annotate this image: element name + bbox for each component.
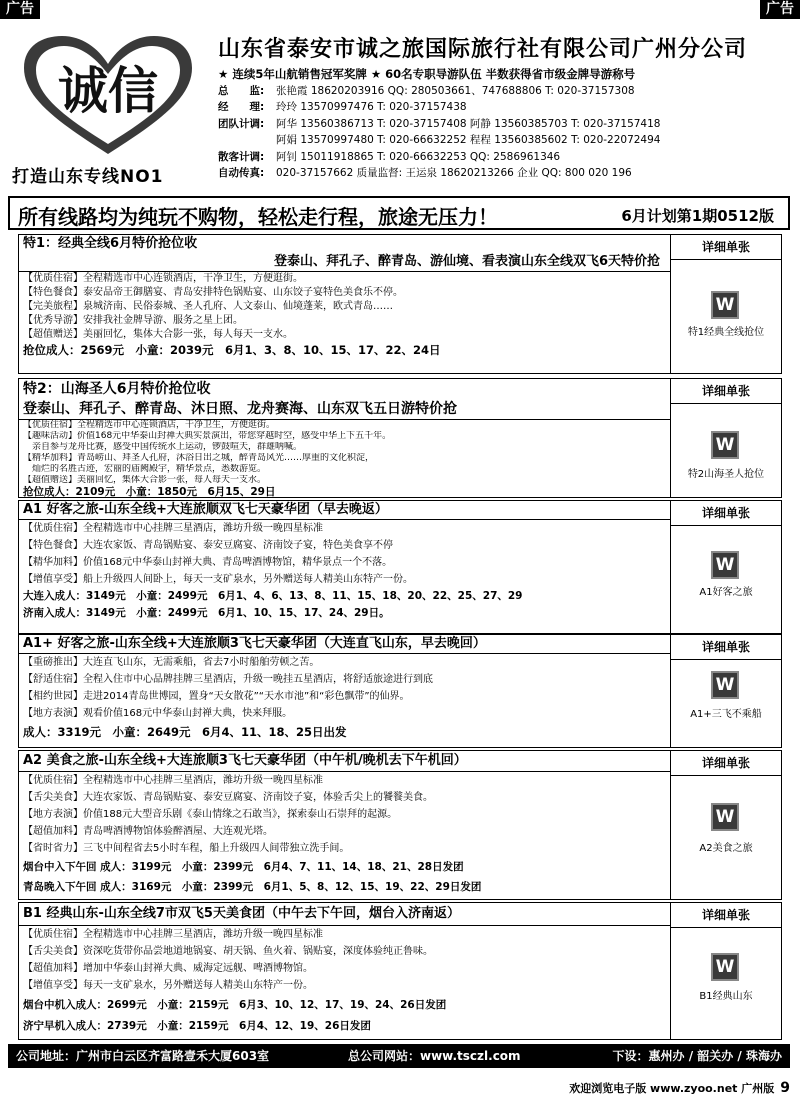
detail-file-link[interactable]: 特1经典全线抢位 bbox=[687, 327, 765, 338]
company-highlight: ★ 连续5年山航销售冠军奖牌 ★ 60名专职导游队伍 半数获得省市级金牌导游称号 bbox=[218, 67, 636, 81]
tour-section bbox=[18, 750, 782, 900]
heart-logo-icon bbox=[18, 32, 198, 160]
price-line: 济南入成人：3149元 小童：2499元 6月1、10、15、17、24、29日。 bbox=[23, 607, 390, 619]
detail-file-link[interactable]: 特2山海圣人抢位 bbox=[687, 469, 765, 480]
section-title: A1+ 好客之旅-山东全线+大连旅顺3飞七天豪华团（大连直飞山东，早去晚回） bbox=[23, 636, 486, 651]
contact-row: 散客计调: 阿钊 15011918865 T: 020-66632253 QQ: 2586961346 bbox=[218, 150, 561, 163]
section-subtitle: 登泰山、拜孔子、醉青岛、沐日照、龙舟赛海、山东双飞五日游特价抢 bbox=[23, 401, 457, 417]
feature-line: 【舌尖美食】大连农家饭、青岛锅贴宴、泰安豆腐宴、济南饺子宴，体验舌尖上的饕餮美食。 bbox=[23, 792, 433, 803]
edition-note: 欢迎浏览电子版 www.zyoo.net 广州版 bbox=[569, 1082, 775, 1095]
price-line: 烟台中机入成人：2699元 小童：2159元 6月3、10、12、17、19、24、26日发团 bbox=[23, 999, 447, 1011]
detail-label: 详细单张 bbox=[671, 903, 781, 928]
feature-line: 【特色餐食】泰安品帝王御膳宴、青岛安排特色锅贴宴、山东饺子宴特色美食乐不停。 bbox=[23, 287, 403, 298]
plan-version: 6月计划第1期0512版 bbox=[621, 207, 774, 225]
contact-row: 经 理: 玲玲 13570997476 T: 020-37157438 bbox=[218, 101, 467, 113]
feature-line: 【超值加料】青岛啤酒博物馆体验醉酒屋、大连观光塔。 bbox=[23, 826, 273, 837]
feature-line: 灿烂的名胜古迹，宏丽的庙阙殿宇，精华景点，悉数游览。 bbox=[23, 464, 267, 474]
company-address: 公司地址：广州市白云区齐富路壹禾大厦603室 bbox=[16, 1049, 270, 1063]
section-subtitle: 登泰山、拜孔子、醉青岛、游仙境、看表演山东全线双飞6天特价抢 bbox=[273, 254, 660, 269]
footer-bar bbox=[8, 1044, 790, 1068]
word-file-icon[interactable]: W bbox=[711, 291, 739, 319]
detail-file-link[interactable]: A2美食之旅 bbox=[699, 843, 753, 854]
feature-line: 【优质住宿】全程精选市中心连锁酒店，干净卫生，方便逛街。 bbox=[23, 273, 303, 284]
feature-line: 亲自参与龙舟比赛，感受中国传统水上运动，锣鼓喧天，群雄呐喊。 bbox=[23, 442, 303, 452]
feature-line: 【超值加料】增加中华泰山封禅大典、威海定远舰、啤酒博物馆。 bbox=[23, 963, 313, 974]
banner-main: 所有线路均为纯玩不购物，轻松走行程，旅途无压力！ bbox=[18, 205, 498, 229]
logo bbox=[8, 32, 203, 187]
detail-label: 详细单张 bbox=[671, 235, 781, 260]
word-file-icon[interactable]: W bbox=[711, 953, 739, 981]
section-title: B1 经典山东-山东全线7市双飞5天美食团（中午去下午回，烟台入济南返） bbox=[23, 906, 460, 921]
detail-label: 详细单张 bbox=[671, 379, 781, 404]
feature-line: 【舒适住宿】全程入住市中心品牌挂牌三星酒店，升级一晚挂五星酒店，将舒适旅途进行到底 bbox=[23, 674, 433, 685]
feature-line: 【增值享受】船上升级四人间卧上，每天一支矿泉水，另外赠送每人精美山东特产一份。 bbox=[23, 574, 413, 585]
feature-line: 【重磅推出】大连直飞山东，无需乘船，省去7小时船舶劳顿之苦。 bbox=[23, 657, 320, 668]
feature-line: 【舌尖美食】资深吃货带你品尝地道地锅宴、胡天锅、鱼火着、锅贴宴，深度体验纯正鲁味。 bbox=[23, 946, 433, 957]
tour-section bbox=[18, 234, 782, 374]
word-file-icon[interactable]: W bbox=[711, 671, 739, 699]
price-line: 抢位成人：2569元 小童：2039元 6月1、3、8、10、15、17、22、24日 bbox=[23, 343, 441, 357]
price-line: 成人：3319元 小童：2649元 6月4、11、18、25日出发 bbox=[23, 725, 347, 739]
contact-row: 总 监: 张艳霞 18620203916 QQ: 280503661、747688806 T: 020-37157308 bbox=[218, 84, 635, 97]
detail-label: 详细单张 bbox=[671, 751, 781, 776]
feature-line: 【超值赠送】美丽回忆，集体大合影一张，每人每天一支水。 bbox=[23, 329, 293, 340]
tour-section bbox=[18, 902, 782, 1040]
feature-line: 【增值享受】每天一支矿泉水，另外赠送每人精美山东特产一份。 bbox=[23, 980, 313, 991]
tour-section bbox=[18, 500, 782, 634]
ad-tag-left: 广告 bbox=[0, 0, 40, 19]
feature-line: 【优质住宿】全程精选市中心连锁酒店，干净卫生，方便逛街。 bbox=[23, 420, 276, 430]
price-line: 青岛晚入下午回 成人：3169元 小童：2399元 6月1、5、8、12、15、19、22、29日发团 bbox=[23, 881, 482, 893]
word-file-icon[interactable]: W bbox=[711, 431, 739, 459]
feature-line: 【省时省力】三飞中间程省去5小时车程，船上升级四人间带独立洗手间。 bbox=[23, 843, 350, 854]
logo-text: 诚信 bbox=[58, 61, 158, 120]
detail-file-link[interactable]: A1好客之旅 bbox=[699, 587, 753, 598]
tour-section bbox=[18, 634, 782, 748]
feature-line: 【相约世园】走进2014青岛世博园，置身“天女散花”“天水市池”和“彩色飘带”的仙界。 bbox=[23, 691, 410, 702]
ad-tag-right: 广告 bbox=[760, 0, 800, 19]
feature-line: 【趣味活动】价值168元中华泰山封禅大典实景演出，带您穿越时空，感受中华上下五千年。 bbox=[23, 431, 392, 441]
feature-line: 【地方表演】价值188元大型音乐剧《泰山情缘之石敢当》，探索泰山石崇拜的起源。 bbox=[23, 809, 398, 820]
contact-row: 自动传真: 020-37157662 质量监督: 王运泉 18620213266 企业 QQ: 800 020 196 bbox=[218, 167, 632, 179]
tour-section bbox=[18, 378, 782, 498]
feature-line: 【优秀导游】安排我社金牌导游、服务之星上团。 bbox=[23, 315, 243, 326]
feature-line: 【精华加料】青岛崂山、拜圣人孔府，沐浴日出之城，醉青岛风光……厚重的文化积淀， bbox=[23, 453, 375, 463]
feature-line: 【优质住宿】全程精选市中心挂牌三星酒店，潍坊升级一晚四星标准 bbox=[23, 775, 323, 786]
price-line: 抢位成人：2109元 小童：1850元 6月15、29日 bbox=[23, 486, 276, 498]
logo-slogan: 打造山东专线NO1 bbox=[12, 167, 164, 187]
feature-line: 【优质住宿】全程精选市中心挂牌三星酒店，潍坊升级一晚四星标准 bbox=[23, 929, 323, 940]
feature-line: 【超值赠送】美丽回忆，集体大合影一张，每人每天一支水。 bbox=[23, 475, 267, 485]
section-title: 特2：山海圣人6月特价抢位收 bbox=[23, 381, 211, 397]
feature-line: 【精华加料】价值168元中华泰山封禅大典、青岛啤酒博物馆，精华景点一个不落。 bbox=[23, 557, 393, 568]
feature-line: 【特色餐食】大连农家饭、青岛锅贴宴、泰安豆腐宴、济南饺子宴，特色美食享不停 bbox=[23, 540, 393, 551]
detail-label: 详细单张 bbox=[671, 501, 781, 526]
feature-line: 【地方表演】观看价值168元中华泰山封禅大典，快来拜服。 bbox=[23, 708, 293, 719]
detail-file-link[interactable]: B1经典山东 bbox=[699, 991, 753, 1002]
price-line: 大连入成人：3149元 小童：2499元 6月1、4、6、13、8、11、15、18、20、22、25、27、29 bbox=[23, 590, 523, 602]
website-link[interactable]: 总公司网站：www.tsczl.com bbox=[348, 1049, 521, 1063]
detail-file-link[interactable]: A1+三飞不乘船 bbox=[690, 709, 762, 720]
section-title: 特1：经典全线6月特价抢位收 bbox=[23, 236, 198, 251]
company-info bbox=[218, 66, 660, 182]
contact-row: 阿娟 13570997480 T: 020-66632252 程程 13560385602 T: 020-22072494 bbox=[276, 134, 661, 146]
page-number: 9 bbox=[780, 1080, 790, 1096]
price-line: 济宁早机入成人：2739元 小童：2159元 6月4、12、19、26日发团 bbox=[23, 1020, 371, 1032]
page-footer bbox=[569, 1080, 790, 1096]
section-title: A2 美食之旅-山东全线+大连旅顺3飞七天豪华团（中午机/晚机去下午机回） bbox=[23, 753, 467, 768]
branch-offices: 下设：惠州办 / 韶关办 / 珠海办 bbox=[612, 1049, 782, 1063]
company-name: 山东省泰安市诚之旅国际旅行社有限公司广州分公司 bbox=[218, 37, 748, 62]
word-file-icon[interactable]: W bbox=[711, 551, 739, 579]
feature-line: 【优质住宿】全程精选市中心挂牌三星酒店，潍坊升级一晚四星标准 bbox=[23, 523, 323, 534]
feature-line: 【完美旅程】泉城济南、民俗泰城、圣人孔府、人文泰山、仙境蓬莱，欧式青岛…… bbox=[23, 301, 393, 312]
section-title: A1 好客之旅-山东全线+大连旅顺双飞七天豪华团（早去晚返） bbox=[23, 502, 388, 517]
header bbox=[8, 22, 792, 190]
price-line: 烟台中入下午回 成人：3199元 小童：2399元 6月4、7、11、14、18、21、28日发团 bbox=[23, 861, 464, 873]
slogan-banner bbox=[8, 196, 790, 230]
detail-label: 详细单张 bbox=[671, 635, 781, 660]
contact-row: 团队计调: 阿华 13560386713 T: 020-37157408 阿静 13560385703 T: 020-37157418 bbox=[218, 117, 661, 130]
word-file-icon[interactable]: W bbox=[711, 803, 739, 831]
